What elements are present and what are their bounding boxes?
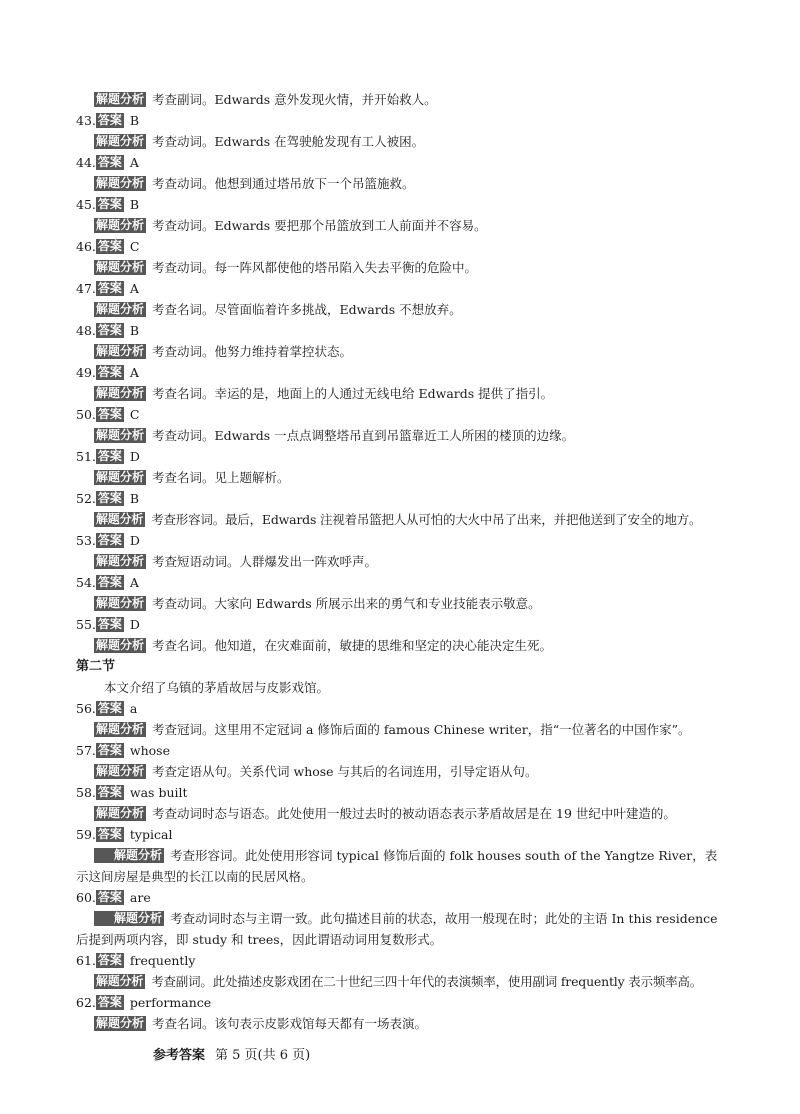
analysis-tag: 解题分析 — [96, 512, 144, 526]
analysis-tag: 解题分析 — [96, 302, 145, 316]
analysis-text: 考查动词。Edwards 一点点调整塔吊直到吊篮靠近工人所困的楼顶的边缘。 — [152, 428, 575, 443]
answer-value: D — [129, 617, 140, 632]
analysis-line — [76, 971, 702, 992]
answer-line — [76, 278, 139, 299]
answer-tag: 答案 — [97, 323, 122, 337]
answer-value: a — [129, 701, 138, 716]
answer-line — [76, 488, 139, 509]
analysis-text: 考查形容词。最后，Edwards 注视着吊篮把人从可怕的大火中吊了出来，并把他送到了安全的地方。 — [151, 512, 702, 527]
analysis-line — [76, 845, 724, 887]
analysis-text: 考查动词。大家向 Edwards 所展示出来的勇气和专业技能表示敬意。 — [152, 596, 541, 611]
answer-tag: 答案 — [97, 113, 122, 127]
question-number: 61. — [76, 953, 96, 968]
section-title: 第二节 — [76, 659, 116, 674]
analysis-line — [76, 593, 541, 614]
answer-tag: 答案 — [97, 365, 122, 379]
answer-tag: 答案 — [97, 155, 122, 169]
answer-value: B — [129, 323, 140, 338]
answer-line — [76, 887, 151, 908]
analysis-tag: 解题分析 — [96, 428, 145, 442]
answer-tag: 答案 — [97, 281, 122, 295]
answer-value: C — [129, 239, 140, 254]
answer-tag: 答案 — [97, 743, 122, 757]
analysis-tag: 解题分析 — [96, 176, 145, 190]
analysis-line — [76, 551, 377, 572]
analysis-tag: 解题分析 — [96, 596, 145, 610]
answer-value: D — [129, 449, 140, 464]
answer-value: A — [129, 281, 139, 296]
analysis-line — [76, 719, 690, 740]
answer-value: C — [129, 407, 140, 422]
answer-value: A — [129, 575, 139, 590]
analysis-line — [76, 131, 424, 152]
analysis-tag: 解题分析 — [96, 260, 145, 274]
analysis-tag: 解题分析 — [94, 848, 164, 863]
analysis-text: 考查名词。尽管面临着许多挑战，Edwards 不想放弃。 — [152, 302, 462, 317]
answer-value: D — [129, 533, 140, 548]
answer-tag: 答案 — [97, 407, 122, 421]
analysis-line — [76, 908, 724, 950]
analysis-text: 考查冠词。这里用不定冠词 a 修饰后面的 famous Chinese writer，指“一位著名的中国作家”。 — [152, 722, 691, 737]
analysis-tag: 解题分析 — [96, 92, 145, 106]
answer-line — [76, 614, 140, 635]
answer-tag: 答案 — [97, 995, 122, 1009]
answer-value: frequently — [129, 953, 196, 968]
answer-line — [76, 362, 139, 383]
analysis-text: 考查副词。此处描述皮影戏团在二十世纪三四十年代的表演频率，使用副词 frequently 表示频率高。 — [151, 974, 703, 989]
answer-line — [76, 740, 170, 761]
answer-line — [76, 698, 137, 719]
answer-line — [76, 992, 211, 1013]
analysis-tag: 解题分析 — [96, 218, 145, 232]
answer-tag: 答案 — [97, 953, 122, 967]
analysis-line — [76, 1013, 427, 1034]
question-number: 45. — [76, 197, 96, 212]
analysis-text: 考查名词。该句表示皮影戏馆每天都有一场表演。 — [152, 1016, 428, 1031]
answer-value: A — [129, 155, 139, 170]
analysis-line — [76, 761, 538, 782]
analysis-text: 考查名词。幸运的是，地面上的人通过无线电给 Edwards 提供了指引。 — [152, 386, 554, 401]
answer-line — [76, 950, 196, 971]
analysis-tag: 解题分析 — [96, 974, 144, 988]
answer-line — [76, 194, 139, 215]
answer-tag: 答案 — [97, 701, 122, 715]
footer-title: 参考答案 — [153, 1048, 206, 1063]
analysis-text: 考查动词。Edwards 在驾驶舱发现有工人被困。 — [152, 134, 425, 149]
answer-line — [76, 824, 172, 845]
analysis-line — [76, 635, 552, 656]
answer-line — [76, 572, 139, 593]
answer-line — [76, 320, 139, 341]
answer-tag: 答案 — [97, 575, 122, 589]
analysis-tag: 解题分析 — [96, 386, 145, 400]
analysis-text: 考查定语从句。关系代词 whose 与其后的名词连用，引导定语从句。 — [152, 764, 538, 779]
question-number: 49. — [76, 365, 96, 380]
analysis-line — [76, 467, 290, 488]
answer-tag: 答案 — [97, 617, 122, 631]
answer-line — [76, 110, 139, 131]
answer-tag: 答案 — [97, 491, 122, 505]
answer-line — [76, 530, 140, 551]
question-number: 47. — [76, 281, 96, 296]
answer-line — [76, 152, 139, 173]
analysis-text: 考查名词。他知道，在灾难面前，敏捷的思维和坚定的决心能决定生死。 — [152, 638, 553, 653]
analysis-line — [76, 215, 487, 236]
answer-value: typical — [129, 827, 173, 842]
question-number: 43. — [76, 113, 96, 128]
question-number: 44. — [76, 155, 96, 170]
analysis-tag: 解题分析 — [96, 722, 145, 736]
analysis-line — [76, 257, 477, 278]
answer-value: B — [129, 113, 140, 128]
answer-tag: 答案 — [97, 533, 122, 547]
answer-value: whose — [129, 743, 170, 758]
analysis-tag: 解题分析 — [96, 1016, 145, 1030]
page-number: 第 5 页(共 6 页) — [215, 1048, 311, 1063]
answer-tag: 答案 — [97, 827, 122, 841]
question-number: 60. — [76, 890, 96, 905]
answer-tag: 答案 — [97, 239, 122, 253]
question-number: 48. — [76, 323, 96, 338]
answer-tag: 答案 — [97, 785, 122, 799]
section-intro: 本文介绍了乌镇的茅盾故居与皮影戏馆。 — [104, 680, 330, 695]
analysis-tag: 解题分析 — [96, 554, 145, 568]
analysis-tag: 解题分析 — [96, 134, 145, 148]
question-number: 56. — [76, 701, 96, 716]
analysis-text: 考查动词。他努力维持着掌控状态。 — [152, 344, 353, 359]
analysis-line — [76, 383, 553, 404]
page-footer — [153, 1044, 310, 1063]
analysis-line — [76, 803, 676, 824]
analysis-line — [76, 509, 701, 530]
answer-tag: 答案 — [97, 449, 122, 463]
analysis-text: 考查动词。Edwards 要把那个吊篮放到工人前面并不容易。 — [152, 218, 487, 233]
analysis-line — [76, 425, 574, 446]
question-number: 55. — [76, 617, 96, 632]
analysis-tag: 解题分析 — [96, 344, 145, 358]
answer-value: are — [129, 890, 151, 905]
question-number: 51. — [76, 449, 96, 464]
question-number: 62. — [76, 995, 96, 1010]
answer-line — [76, 446, 140, 467]
analysis-tag: 解题分析 — [96, 638, 145, 652]
answer-value: performance — [129, 995, 212, 1010]
analysis-line — [76, 89, 437, 110]
question-number: 46. — [76, 239, 96, 254]
analysis-tag: 解题分析 — [96, 470, 145, 484]
analysis-text: 考查动词。他想到通过塔吊放下一个吊篮施救。 — [152, 176, 415, 191]
analysis-text: 考查短语动词。人群爆发出一阵欢呼声。 — [152, 554, 378, 569]
question-number: 54. — [76, 575, 96, 590]
question-number: 53. — [76, 533, 96, 548]
answer-line — [76, 782, 188, 803]
analysis-text: 考查副词。Edwards 意外发现火情，并开始救人。 — [152, 92, 437, 107]
question-number: 52. — [76, 491, 96, 506]
analysis-text: 考查动词时态与主谓一致。此句描述目前的状态，故用一般现在时；此处的主语 In this residence 后提到两项内容，即 study 和 trees，因此谓语动词用复数形式。 — [76, 911, 718, 947]
analysis-text: 考查动词。每一阵风都使他的塔吊陷入失去平衡的危险中。 — [152, 260, 478, 275]
analysis-text: 考查名词。见上题解析。 — [152, 470, 290, 485]
analysis-line — [76, 173, 415, 194]
analysis-line — [76, 341, 352, 362]
question-number: 57. — [76, 743, 96, 758]
answer-value: B — [129, 197, 140, 212]
question-number: 59. — [76, 827, 96, 842]
answer-tag: 答案 — [97, 890, 122, 904]
analysis-line — [76, 299, 462, 320]
analysis-tag: 解题分析 — [94, 911, 164, 926]
question-number: 58. — [76, 785, 96, 800]
analysis-tag: 解题分析 — [96, 764, 145, 778]
question-number: 50. — [76, 407, 96, 422]
answer-line — [76, 404, 139, 425]
analysis-text: 考查动词时态与语态。此处使用一般过去时的被动语态表示茅盾故居是在 19 世纪中叶建造的。 — [152, 806, 676, 821]
answer-value: was built — [129, 785, 188, 800]
answer-tag: 答案 — [97, 197, 122, 211]
analysis-tag: 解题分析 — [96, 806, 145, 820]
answer-line — [76, 236, 139, 257]
answer-value: B — [129, 491, 140, 506]
answer-value: A — [129, 365, 139, 380]
analysis-text: 考查形容词。此处使用形容词 typical 修饰后面的 folk houses south of the Yangtze River，表示这间房屋是典型的长江以南的民居风格。 — [76, 848, 718, 884]
